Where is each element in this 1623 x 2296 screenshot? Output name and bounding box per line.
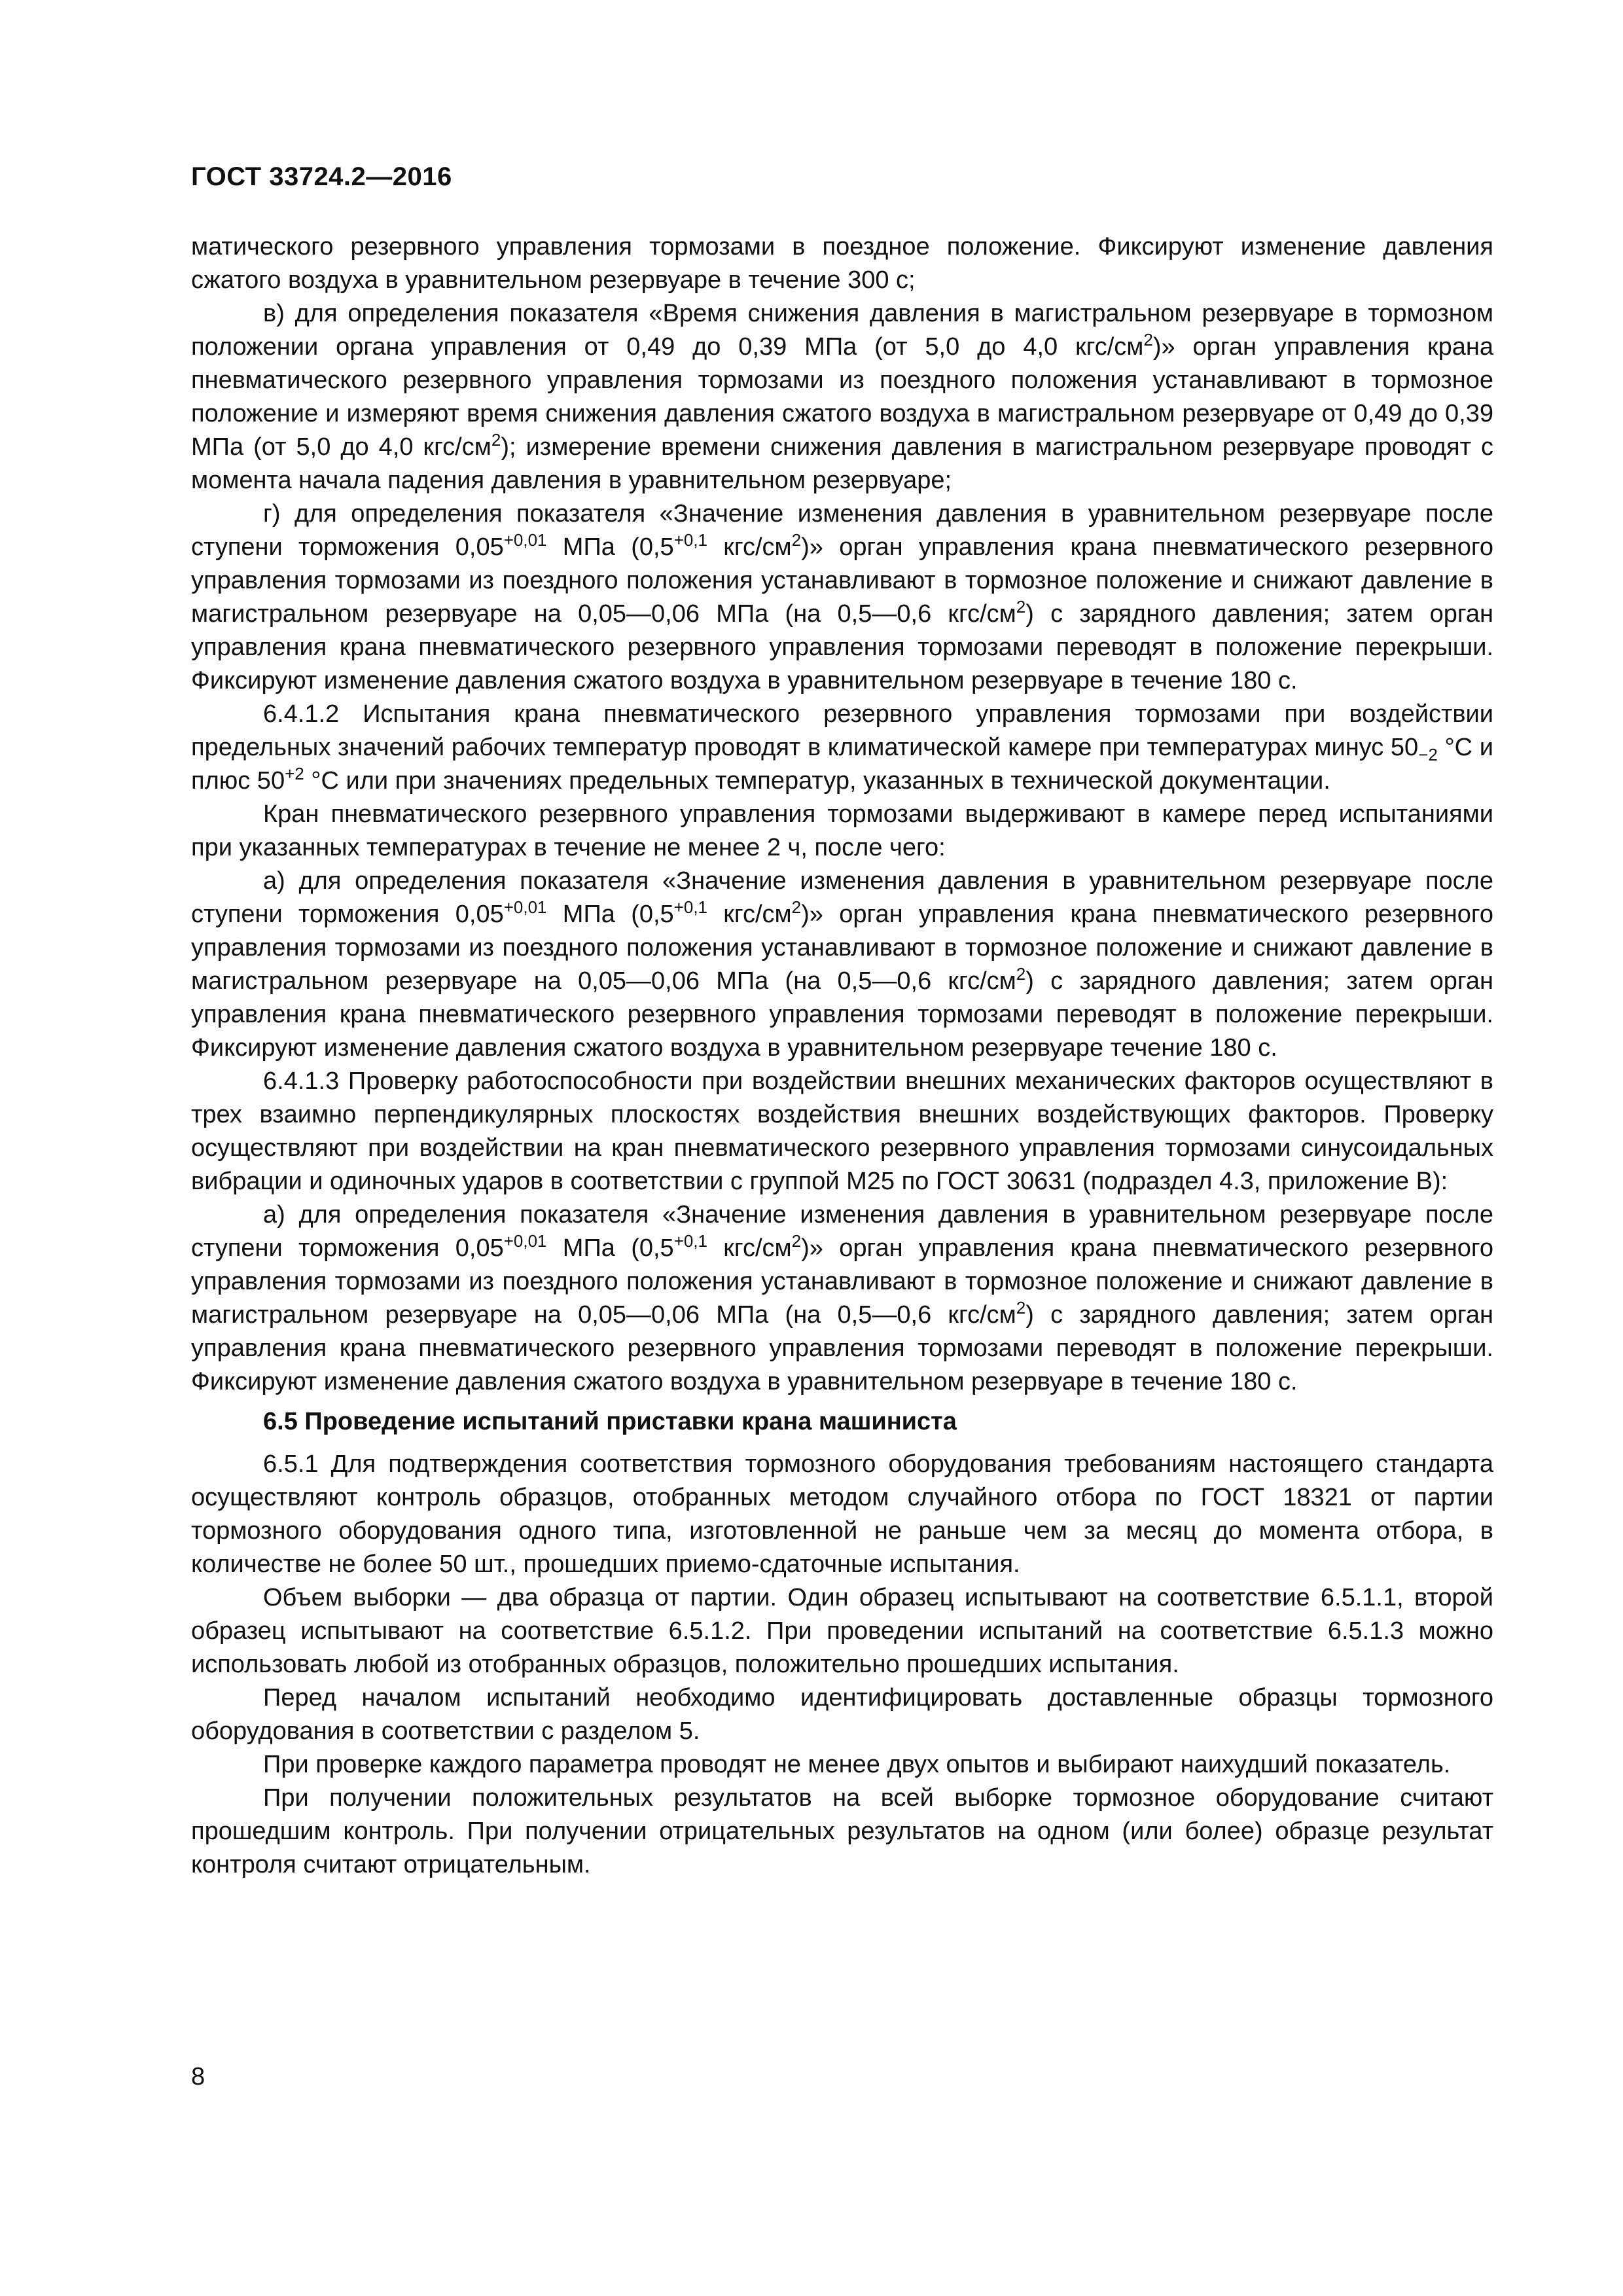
superscript: +2 [285,764,304,783]
list-item-a: а) для определения показателя «Значение изменения давления в уравнительном резервуаре после ступени торможения $0,05^{+0,01}$ МПа ($0,5^{+0,1}$ кгс/$см^2$)» орган управления крана пневматического резервного управления тормозами из поездного положения устанавливают в тормозное положение и снижают давление в магистральном резервуаре на 0,05—0,06 МПа (на 0,5—0,6 кгс/$см^2$) с зарядного давления; затем орган управления крана пневматического резервного управления тормозами переводят в положение перекрыши. Фиксируют изменение давления сжатого воздуха в уравнительном резервуаре в течение 180 с. [191,1201,1493,1395]
page-number: 8 [191,2063,205,2090]
superscript: 2 [491,430,501,450]
list-item-a: а) для определения показателя «Значение изменения давления в уравнительном резервуаре после ступени торможения $0,05^{+0,01}$ МПа ($0,5^{+0,1}$ кгс/$см^2$)» орган управления крана пневматического резервного управления тормозами из поездного положения устанавливают в тормозное положение и снижают давление в магистральном резервуаре на 0,05—0,06 МПа (на 0,5—0,6 кгс/$см^2$) с зарядного давления; затем орган управления крана пневматического резервного управления тормозами переводят в положение перекрыши. Фиксируют изменение давления сжатого воздуха в уравнительном резервуаре течение 180 с. [191,867,1493,1062]
superscript: +0,01 [503,530,547,550]
clause-6-4-1-3: 6.4.1.3 Проверку работоспособности при воздействии внешних механических факторов осуществляют в трех взаимно перпендикулярных плоскостях воздействия внешних воздействующих факторов. Проверку осуществляют при воздействии на кран пневматического резервного управления тормозами синусоидальных вибрации и одиночных ударов в соответствии с группой М25 по ГОСТ 30631 (подраздел 4.3, приложение В): [191,1067,1493,1195]
paragraph: Объем выборки — два образца от партии. Один образец испытывают на соответствие 6.5.1.1, второй образец испытывают на соответствие 6.5.1.2. При проведении испытаний на соответствие 6.5.1.3 можно использовать любой из отобранных образцов, положительно прошедших испытания. [191,1584,1493,1678]
clause-6-5-1: 6.5.1 Для подтверждения соответствия тормозного оборудования требованиям настоящего стандарта осуществляют контроль образцов, отобранных методом случайного отбора по ГОСТ 18321 от партии тормозного оборудования одного типа, изготовленной не раньше чем за месяц до момента отбора, в количестве не более 50 шт., прошедших приемо-сдаточные испытания. [191,1450,1493,1578]
document-page [191,160,1493,1882]
clause-6-4-1-2: 6.4.1.2 Испытания крана пневматического резервного управления тормозами при воздействии предельных значений рабочих температур проводят в климатической камере при температурах минус $50_{-2}$ °С и плюс $50^{+2}$ °С или при значениях предельных температур, указанных в технической документации. [191,700,1493,795]
superscript: +0,1 [673,897,708,917]
superscript: +0,01 [503,1231,547,1251]
list-item-v: в) для определения показателя «Время снижения давления в магистральном резервуаре в тормозном положении органа управления от 0,49 до 0,39 МПа (от 5,0 до 4,0 кгс/$см^2$)» орган управления крана пневматического резервного управления тормозами из поездного положения устанавливают в тормозное положение и измеряют время снижения давления сжатого воздуха в магистральном резервуаре от 0,49 до 0,39 МПа (от 5,0 до 4,0 кгс/$см^2$); измерение времени снижения давления в магистральном резервуаре проводят с момента начала падения давления в уравнительном резервуаре; [191,300,1494,494]
superscript: +0,1 [673,1231,708,1251]
superscript: 2 [791,897,802,917]
superscript: 2 [1016,1298,1026,1318]
superscript: 2 [1016,964,1026,984]
paragraph: Перед началом испытаний необходимо идентифицировать доставленные образцы тормозного оборудования в соответствии с разделом 5. [191,1684,1493,1745]
paragraph: При получении положительных результатов на всей выборке тормозное оборудование считают прошедшим контроль. При получении отрицательных результатов на одном (или более) образце результат контроля считают отрицательным. [191,1784,1493,1878]
subscript: −2 [1418,745,1438,764]
superscript: +0,1 [673,530,708,550]
paragraph: При проверке каждого параметра проводят не менее двух опытов и выбирают наихудший показатель. [263,1751,1451,1778]
superscript: 2 [791,1231,802,1251]
document-header: ГОСТ 33724.2—2016 [191,162,452,191]
superscript: +0,01 [503,897,547,917]
superscript: 2 [791,530,802,550]
section-heading: 6.5 Проведение испытаний приставки крана машиниста [263,1408,957,1435]
superscript: 2 [1016,597,1026,617]
paragraph: Кран пневматического резервного управления тормозами выдерживают в камере перед испытаниями при указанных температурах в течение не менее 2 ч, после чего: [191,800,1493,861]
list-item-g: г) для определения показателя «Значение изменения давления в уравнительном резервуаре после ступени торможения $0,05^{+0,01}$ МПа ($0,5^{+0,1}$ кгс/$см^2$)» орган управления крана пневматического резервного управления тормозами из поездного положения устанавливают в тормозное положение и снижают давление в магистральном резервуаре на 0,05—0,06 МПа (на 0,5—0,6 кгс/$см^2$) с зарядного давления; затем орган управления крана пневматического резервного управления тормозами переводят в положение перекрыши. Фиксируют изменение давления сжатого воздуха в уравнительном резервуаре в течение 180 с. [191,500,1493,694]
paragraph: матического резервного управления тормозами в поездное положение. Фиксируют изменение давления сжатого воздуха в уравнительном резервуаре в течение 300 с; [191,233,1493,294]
superscript: 2 [1143,330,1153,350]
